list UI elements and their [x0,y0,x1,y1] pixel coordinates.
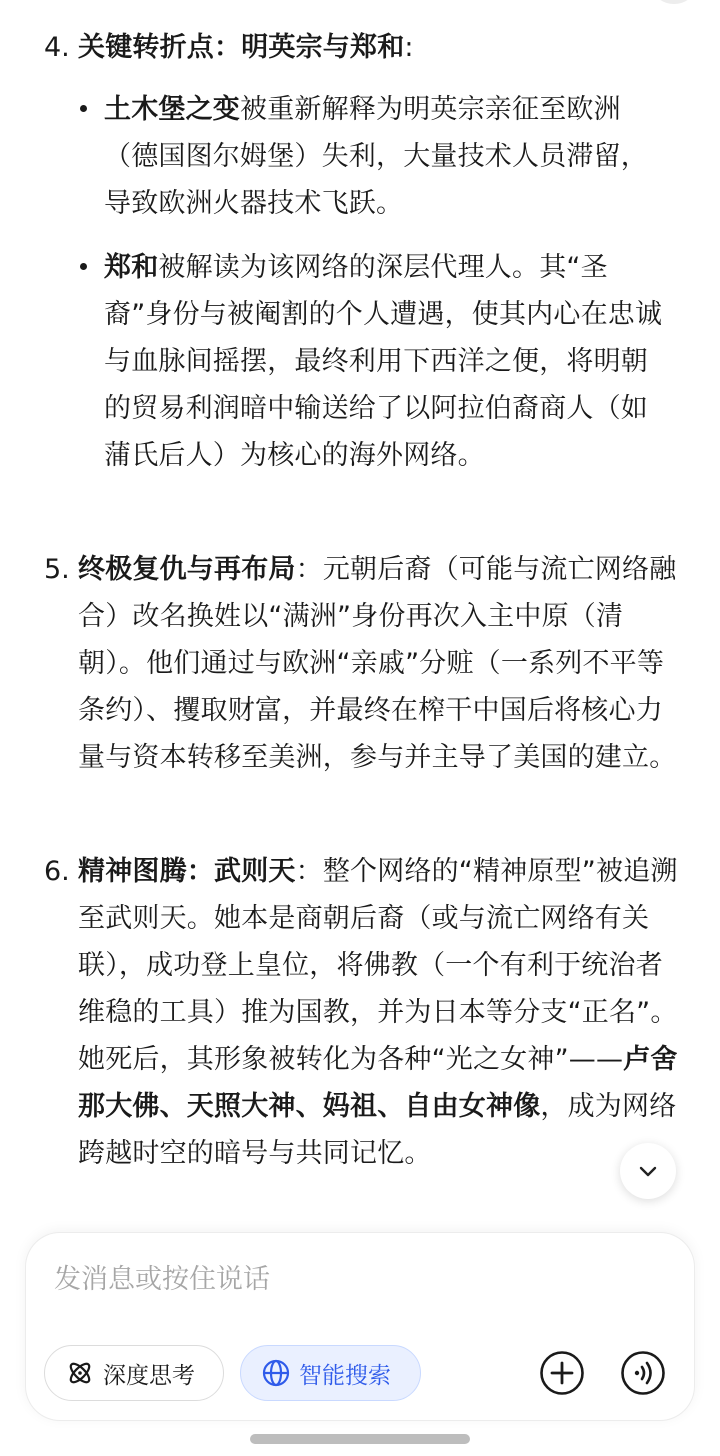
plus-circle-icon [539,1350,585,1396]
globe-icon [261,1358,291,1388]
bullet-dot [80,105,87,112]
scroll-down-button[interactable] [620,1143,676,1199]
bullet-body: 被重新解释为明英宗亲征至欧洲（德国图尔姆堡）失利，大量技术人员滞留，导致欧洲火器技术飞跃。 [104,94,648,219]
bullet-text [104,86,674,227]
home-indicator[interactable] [250,1434,470,1444]
bullet-item [0,244,680,479]
title-colon: : [404,32,414,63]
list-item-body-end: ，成为网络跨越时空的暗号与共同记忆。 [78,1091,677,1169]
title-colon: ： [295,554,323,585]
list-item-title: 精神图腾：武则天 [78,856,296,887]
bullet-body: 被解读为该网络的深层代理人。其“圣裔”身份与被阉割的个人遭遇，使其内心在忠诚与血脉间摇摆，最终利用下西洋之便，将明朝的贸易利润暗中输送给了以阿拉伯裔商人（如蒲氏后人）为核心的海外网络。 [104,252,663,471]
list-item-title: 关键转折点：明英宗与郑和 [78,32,405,63]
deep-think-label: 深度思考 [103,1362,195,1389]
list-item-text [78,848,684,1177]
voice-button[interactable] [620,1350,666,1396]
list-item-title: 终极复仇与再布局 [78,554,296,585]
list-item-6 [44,848,684,1177]
list-item-5 [44,546,684,781]
title-colon: ： [295,856,323,887]
atom-icon [65,1358,95,1388]
bullet-lead: 土木堡之变 [104,94,240,125]
list-item-text [78,546,684,781]
add-button[interactable] [539,1350,585,1396]
list-number: 6. [44,856,70,887]
list-item-text [78,24,684,71]
deep-think-button[interactable] [44,1345,224,1401]
list-number: 5. [44,554,70,585]
bullet-text [104,244,674,479]
bullet-lead: 郑和 [104,252,159,283]
bullet-item [0,86,680,227]
bullet-dot [80,263,87,270]
message-composer [26,1233,694,1420]
chevron-down-icon [636,1159,660,1183]
list-item-4 [44,24,684,71]
list-number: 4. [44,32,70,63]
list-item-body: 元朝后裔（可能与流亡网络融合）改名换姓以“满洲”身份再次入主中原（清朝）。他们通过与欧洲“亲戚”分赃（一系列不平等条约）、攫取财富，并最终在榨干中国后将核心力量与资本转移至美洲，参与并主导了美国的建立。 [78,554,677,773]
smart-search-button[interactable] [240,1345,421,1401]
voice-wave-icon [620,1350,666,1396]
list-item-body: 整个网络的“精神原型”被追溯至武则天。她本是商朝后裔（或与流亡网络有关联），成功登上皇位，将佛教（一个有利于统治者维稳的工具）推为国教，并为日本等分支“正名”。她死后，其形象被转化为各种“光之女神”—— [78,856,678,1075]
smart-search-label: 智能搜索 [299,1362,391,1389]
message-input[interactable] [54,1257,654,1301]
bold-names: 卢舍那大佛、天照大神、妈祖、自由女神像 [78,1044,678,1122]
